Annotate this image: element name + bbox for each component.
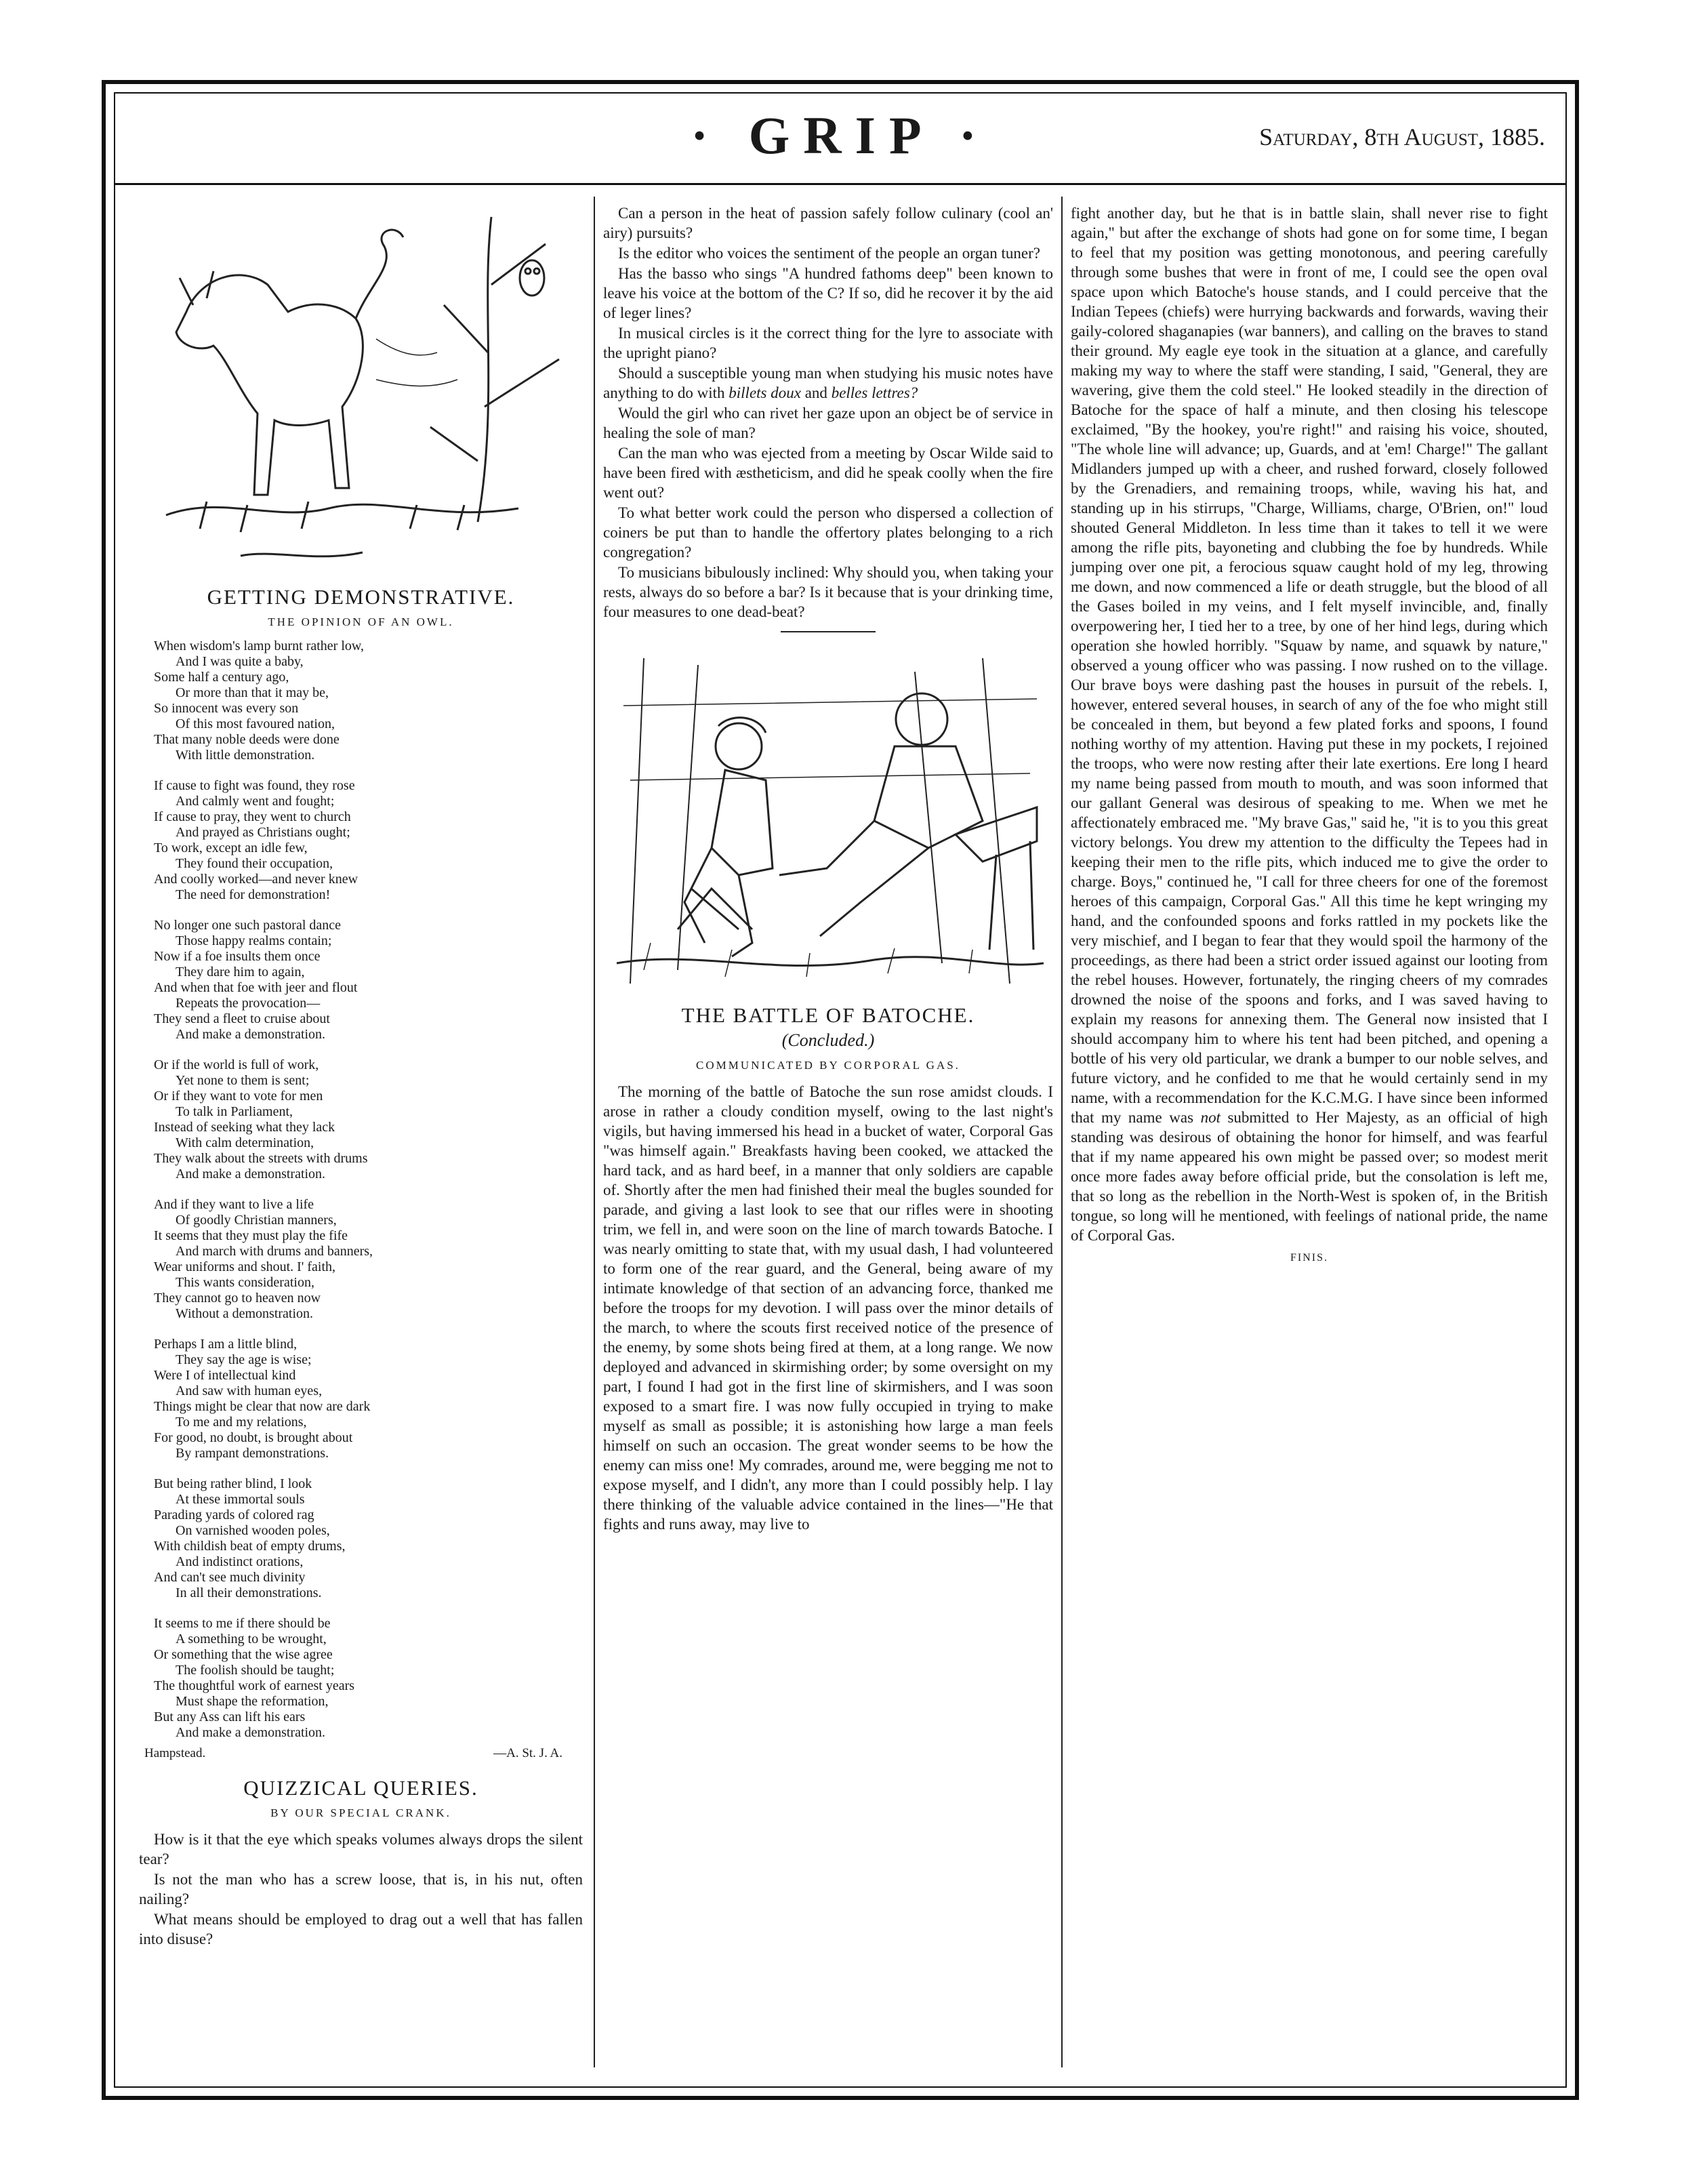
- poem-line: Of this most favoured nation,: [176, 716, 335, 731]
- poem-line: And can't see much divinity: [154, 1570, 306, 1585]
- poem-stanza: [139, 1057, 583, 1182]
- poem-line: To work, except an idle few,: [154, 841, 308, 855]
- poem-line: Or if the world is full of work,: [154, 1057, 319, 1072]
- poem-line: Were I of intellectual kind: [154, 1368, 296, 1383]
- battle-paragraph-cont: [1071, 203, 1548, 1245]
- poem-line: The thoughtful work of earnest years: [154, 1678, 355, 1693]
- query-italic: belles lettres?: [831, 384, 918, 401]
- poem-line: Repeats the provocation—: [176, 996, 321, 1011]
- poem-line: And calmly went and fought;: [176, 794, 335, 809]
- query-paragraph: [603, 363, 1053, 403]
- masthead-title: · GRIP ·: [691, 106, 990, 165]
- poem-body: [139, 639, 583, 1741]
- poem-stanza: [139, 918, 583, 1043]
- poem-line: Instead of seeking what they lack: [154, 1120, 335, 1135]
- poem-line: So innocent was every son: [154, 701, 299, 716]
- poem-line: But any Ass can lift his ears: [154, 1710, 306, 1724]
- poem-line: And prayed as Christians ought;: [176, 825, 350, 840]
- poem-line: And indistinct orations,: [176, 1554, 304, 1569]
- poem-line: And march with drums and banners,: [176, 1244, 373, 1259]
- poem-line: But being rather blind, I look: [154, 1476, 312, 1491]
- query-paragraph: To musicians bibulously inclined: Why should you, when taking your rests, always do so before a bar? Is it because that is your drinking time, four measures to one dead-beat?: [603, 564, 1053, 620]
- query-paragraph: How is it that the eye which speaks volumes always drops the silent tear?: [139, 1831, 583, 1867]
- poem-line: If cause to fight was found, they rose: [154, 778, 355, 793]
- section-divider: [781, 631, 876, 632]
- poem-stanza: [139, 1337, 583, 1461]
- poem-line: To me and my relations,: [176, 1415, 307, 1430]
- poem-stanza: [139, 639, 583, 763]
- poem-line: To talk in Parliament,: [176, 1104, 293, 1119]
- poem-line: They cannot go to heaven now: [154, 1291, 321, 1306]
- poem-subtitle: THE OPINION OF AN OWL.: [268, 615, 454, 628]
- poem-line: It seems to me if there should be: [154, 1616, 331, 1631]
- poem-line: Without a demonstration.: [176, 1306, 314, 1321]
- column-rule-2: [1061, 197, 1063, 2067]
- poem-line: By rampant demonstrations.: [176, 1446, 329, 1461]
- battle-italic-not: not: [1200, 1109, 1221, 1126]
- poem-stanza: [139, 1616, 583, 1741]
- poem-line: When wisdom's lamp burnt rather low,: [154, 639, 365, 653]
- poem-line: And make a demonstration.: [176, 1725, 326, 1740]
- poem-line: Wear uniforms and shout. I' faith,: [154, 1259, 336, 1274]
- query-paragraph: Is the editor who voices the sentiment of the people an organ tuner?: [618, 245, 1040, 262]
- query-text: Should a susceptible young man when studying his music notes have anything to do with: [603, 365, 1053, 401]
- poem-line: No longer one such pastoral dance: [154, 918, 342, 933]
- query-paragraph: In musical circles is it the correct thing for the lyre to associate with the upright piano?: [603, 325, 1053, 361]
- battle-paragraph: The morning of the battle of Batoche the sun rose amidst clouds. I arose in rather a cloudy condition myself, owing to the last night's vigils, but having immersed his head in a bucket of water, Corporal Gas "was himself again." Breakfasts having been cooked, we attacked the hard tack, and as hard beef, in a manner that only soldiers are capable of. Shortly after the men had finished their meal the bugles sounded for parade, and giving a last look to see that our rifles were in shooting trim, we fell in, and were soon on the line of march towards Batoche. I was nearly omitting to state that, with my usual dash, I had volunteered to form one of the rear guard, and the General, being aware of my intimate knowledge of that section of an advancing force, thanked me before the troops for my devotion. I will pass over the minor details of the march, to where the scouts first received notice of the presence of the enemy, by some shots being fired at them, at a long range. We now deployed and advanced in skirmishing order; by some oversight on my part, I found I had got in the first line of skirmishers, and I was soon exposed to a smart fire. I was now fully occupied in trying to make myself as small as possible; it is astonishing how large a man feels himself on such an occasion. The great wonder seems to be how the enemy can miss one! My comrades, around me, were begging me not to expose myself, and I didn't, any more than I could possibly help. I lay there thinking of the valuable advice contained in the lines—"He that fights and runs away, may live to: [603, 1083, 1053, 1533]
- poem-line: And coolly worked—and never knew: [154, 872, 358, 887]
- poem-line: And when that foe with jeer and flout: [154, 980, 358, 995]
- query-italic: billets doux: [729, 384, 801, 401]
- poem-line: On varnished wooden poles,: [176, 1523, 330, 1538]
- poem-line: This wants consideration,: [176, 1275, 314, 1290]
- masthead-rule: [114, 183, 1567, 185]
- battle-text: fight another day, but he that is in battle slain, shall never rise to fight again," but after the exchange of shots had gone on for some time, I began to feel that my position was getting monotonous, and peering carefully through some bushes that were in front of me, I could see the open oval space upon which Batoche's house stands, and I could perceive that the Indian Tepees (chiefs) were hurrying backwards and forwards, waving their gaily-colored shaganapies (war banners), and calling on the braves to stand their ground. My eagle eye took in the situation at a glance, and carefully making my way to where the staff were standing, I said, "General, they are wavering, give them the cold steel." He looked steadily in the direction of Batoche for the space of half a minute, and then closing his telescope exclaimed, "By the hookey, you're right!" and raising his voice, shouted, "The whole line will advance; up, Guards, and at 'em! Charge!" The gallant Midlanders jumped up with a cheer, and rushed forward, closely followed by the Grenadiers, and remaining troops, while, waving his hat, and standing up in his stirrups, "Charge, Williams, charge, O'Brien, on!" loud shouted General Middleton. In less time than it takes to tell it we were among the rifle pits, bayoneting and clubbing the foe by hundreds. While jumping over one pit, a ferocious squaw caught hold of my leg, throwing me down, and now commenced a life or death struggle, but the blood of all the Gases boiled in my veins, and I felt myself invincible, and, finally overpowering her, I tied her to a tree, by one of her hind legs, during which operation she howled horribly. "Squaw by name, and squawk by nature," observed a young officer who was passing. I now rushed on to the village. Our brave boys were dashing past the houses in pursuit of the rebels. I, however, entered several houses, in search of any of the foe who might still be concealed in them, but beyond a few plated forks and spoons, I found nothing worthy of my attention. Having put these in my pockets, I rejoined the troops, who were now resting after their late exertions. Ere long I heard my name being passed from mouth to mouth, and was soon informed that our gallant General was desirous of speaking to me. When we met he affectionately embraced me. "My brave Gas," said he, "it is to you this great victory belongs. You drew my attention to the difficulty the Tepees had in keeping their men to the rifle pits, which induced me to give the order to charge. Boys," continued he, "I call for three cheers for one of the foremost heroes of this campaign, Corporal Gas." All this time he kept wringing my hand, and the confounded spoons and forks rattled in my pockets like the very mischief, and I began to fear that they would spoil the harmony of the proceedings, as there had been a strict order issued against our looting from the rebel houses. However, fortunately, the ringing cheers of my comrades drowned the noise of the spoons and forks, and I was saved having to explain my reasons for annexing them. The General now insisted that I should accompany him to where his tent had been pitched, and opening a bottle of his very old particular, we drank a bumper to our noble selves, and future victory, and he confided to me that he would certainly send in my name, with a recommendation for the K.C.M.G. I have since been informed that my name was: [1071, 205, 1548, 1126]
- poem-line: For good, no doubt, is brought about: [154, 1430, 353, 1445]
- query-paragraph: Would the girl who can rivet her gaze upon an object be of service in healing the sole of man?: [603, 405, 1053, 441]
- poem-line: And I was quite a baby,: [176, 654, 304, 669]
- column-2: [603, 203, 1053, 1535]
- poem-line: Things might be clear that now are dark: [154, 1399, 371, 1414]
- poem-stanza: [139, 778, 583, 903]
- poem-line: They say the age is wise;: [176, 1352, 312, 1367]
- queries-byline: BY OUR SPECIAL CRANK.: [270, 1806, 451, 1819]
- poem-author: —A. St. J. A.: [493, 1746, 562, 1760]
- poem-line: The foolish should be taught;: [176, 1663, 335, 1678]
- poem-line: Or if they want to vote for men: [154, 1089, 323, 1104]
- poem-line: With childish beat of empty drums,: [154, 1539, 346, 1554]
- queries-title: QUIZZICAL QUERIES.: [243, 1776, 478, 1800]
- poem-place: Hampstead.: [144, 1746, 206, 1760]
- poem-line: Perhaps I am a little blind,: [154, 1337, 298, 1352]
- poem-line: A something to be wrought,: [176, 1632, 327, 1646]
- poem-line: And saw with human eyes,: [176, 1383, 323, 1398]
- battle-byline: COMMUNICATED BY CORPORAL GAS.: [696, 1059, 960, 1072]
- query-paragraph: Is not the man who has a screw loose, that is, in his nut, often nailing?: [139, 1871, 583, 1907]
- poem-signature: [139, 1743, 583, 1763]
- poem-line: Now if a foe insults them once: [154, 949, 321, 964]
- poem-stanza: [139, 1476, 583, 1601]
- query-paragraph: To what better work could the person who dispersed a collection of coiners be put than to handle the offertory plates belonging to a rich congregation?: [603, 504, 1053, 561]
- poem-line: Parading yards of colored rag: [154, 1508, 314, 1522]
- poem-stanza: [139, 1197, 583, 1322]
- poem-line: It seems that they must play the fife: [154, 1228, 348, 1243]
- poem-line: They walk about the streets with drums: [154, 1151, 368, 1166]
- column-3: [1071, 203, 1548, 1268]
- poem-line: Or more than that it may be,: [176, 685, 329, 700]
- battle-subtitle: (Concluded.): [781, 1030, 875, 1050]
- poem-line: That many noble deeds were done: [154, 732, 340, 747]
- poem-line: They dare him to again,: [176, 965, 305, 979]
- battle-title: THE BATTLE OF BATOCHE.: [681, 1003, 975, 1027]
- owl-donkey-illustration: [139, 203, 583, 583]
- poem-title: GETTING DEMONSTRATIVE.: [207, 585, 515, 609]
- batoche-illustration: [603, 645, 1053, 997]
- poem-line: And if they want to live a life: [154, 1197, 314, 1212]
- query-paragraph: Has the basso who sings "A hundred fathoms deep" been known to leave his voice at the bottom of the C? If so, did he recover it by the aid of leger lines?: [603, 265, 1053, 321]
- poem-line: And make a demonstration.: [176, 1167, 326, 1181]
- poem-line: And make a demonstration.: [176, 1027, 326, 1042]
- battle-text: submitted to Her Majesty, as an official of high standing was desirous of obtaining the honor for himself, and was fearful that if my name appeared his own might be passed over; so modest merit once more fades away before official pride, but the consolation is left me, that so long as the rebellion in the North-West is spoken of, in the British tongue, so long will he mentioned, with feelings of national pride, the name of Corporal Gas.: [1071, 1109, 1548, 1244]
- poem-line: At these immortal souls: [176, 1492, 305, 1507]
- poem-line: Some half a century ago,: [154, 670, 289, 685]
- poem-line: They send a fleet to cruise about: [154, 1011, 330, 1026]
- poem-line: With little demonstration.: [176, 748, 315, 763]
- query-paragraph: Can the man who was ejected from a meeting by Oscar Wilde said to have been fired with æstheticism, and did he speak coolly when the fire went out?: [603, 445, 1053, 501]
- poem-line: Yet none to them is sent;: [176, 1073, 310, 1088]
- poem-line: Of goodly Christian manners,: [176, 1213, 337, 1228]
- query-paragraph: What means should be employed to drag out a well that has fallen into disuse?: [139, 1911, 583, 1947]
- poem-line: They found their occupation,: [176, 856, 333, 871]
- poem-line: Those happy realms contain;: [176, 933, 332, 948]
- finis: FINIS.: [1290, 1252, 1328, 1263]
- poem-line: In all their demonstrations.: [176, 1585, 322, 1600]
- poem-line: Must shape the reformation,: [176, 1694, 329, 1709]
- poem-line: With calm determination,: [176, 1135, 314, 1150]
- query-paragraph: Can a person in the heat of passion safely follow culinary (cool an' airy) pursuits?: [603, 205, 1053, 241]
- masthead-date: Saturday, 8th August, 1885.: [1259, 123, 1545, 150]
- poem-line: The need for demonstration!: [176, 887, 331, 902]
- column-rule-1: [594, 197, 595, 2067]
- poem-line: If cause to pray, they went to church: [154, 809, 351, 824]
- column-1: [139, 203, 583, 1949]
- query-text: and: [804, 384, 827, 401]
- poem-line: Or something that the wise agree: [154, 1647, 333, 1662]
